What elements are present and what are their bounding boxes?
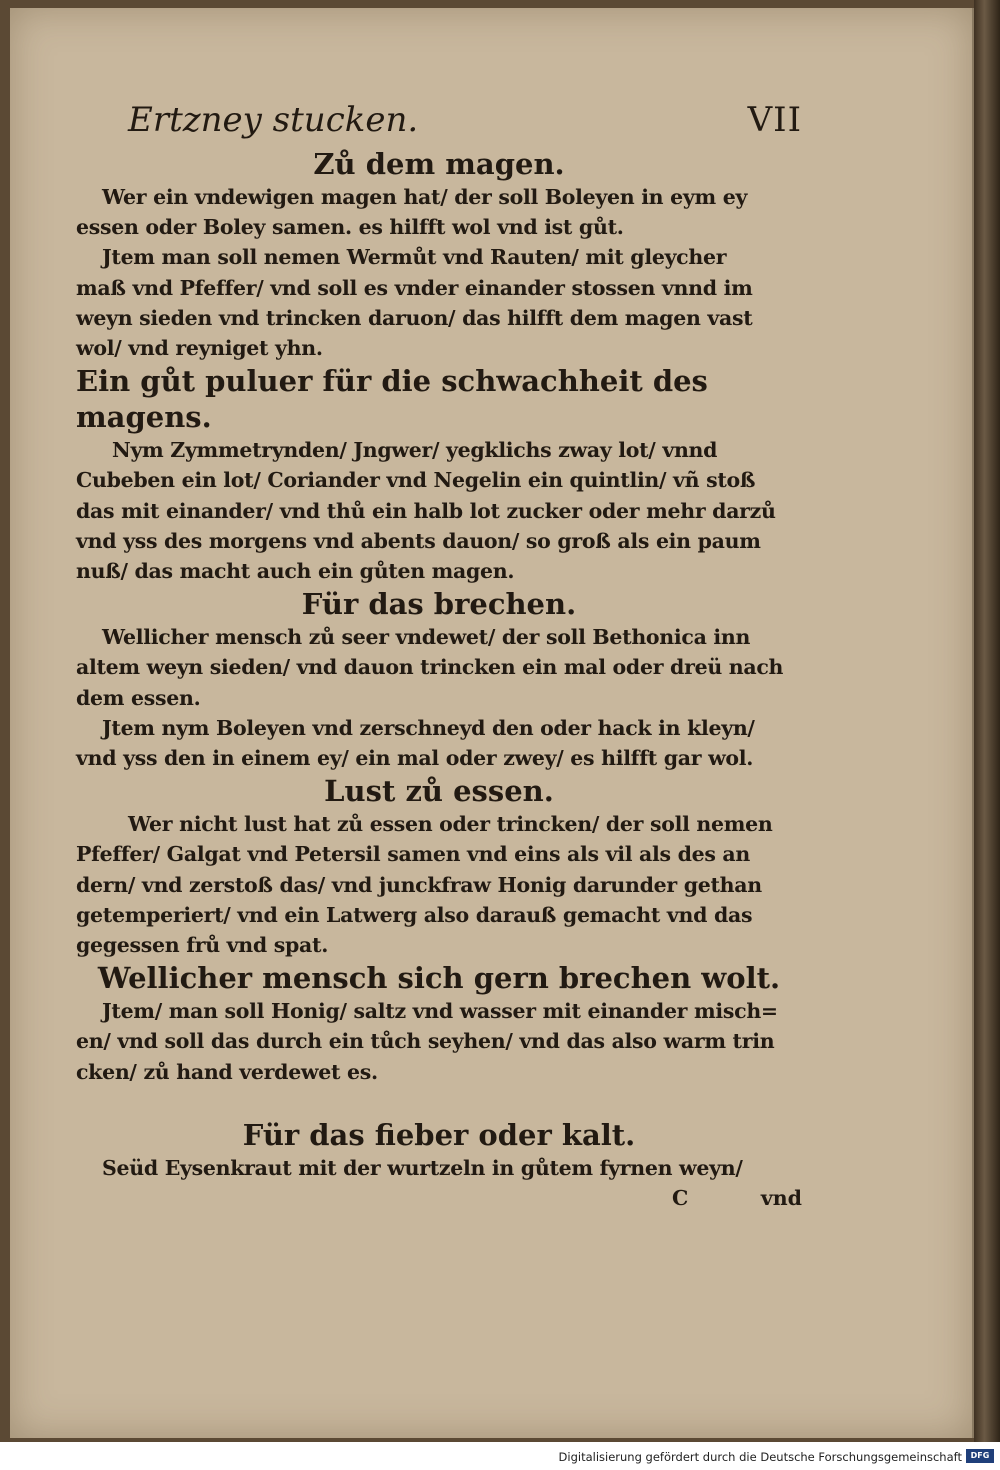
text-line: Seüd Eysenkraut mit der wurtzeln in gůtem fyrnen weyn/ xyxy=(102,1155,743,1180)
text-line: maß vnd Pfeffer/ vnd soll es vnder einander stossen vnnd im xyxy=(76,275,753,300)
text-line: Cubeben ein lot/ Coriander vnd Negelin ein quintlin/ vñ stoß xyxy=(76,468,756,493)
text-line: en/ vnd soll das durch ein tůch seyhen/ vnd das also warm trin xyxy=(76,1029,775,1054)
text-line: wol/ vnd reyniget yhn. xyxy=(76,336,323,361)
text-line: essen oder Boley samen. es hilfft wol vnd ist gůt. xyxy=(76,215,624,240)
text-line: dern/ vnd zerstoß das/ vnd junckfraw Honig darunder gethan xyxy=(76,872,762,897)
running-head-title: Ertzney stucken. xyxy=(128,100,419,140)
dfg-logo-icon: DFG xyxy=(966,1449,994,1463)
text-line: Jtem nym Boleyen vnd zerschneyd den oder hack in kleyn/ xyxy=(102,715,755,740)
text-line: das mit einander/ vnd thů ein halb lot zucker oder mehr darzů xyxy=(76,498,776,523)
section-heading: Lust zů essen. xyxy=(324,774,554,809)
text-line: nuß/ das macht auch ein gůten magen. xyxy=(76,559,515,584)
text-line: Wer ein vndewigen magen hat/ der soll Boleyen in eym ey xyxy=(102,185,748,209)
text-line: Jtem/ man soll Honig/ saltz vnd wasser mit einander misch= xyxy=(102,999,778,1024)
text-line: cken/ zů hand verdewet es. xyxy=(76,1059,378,1084)
text-line: Nym Zymmetrynden/ Jngwer/ yegklichs zway lot/ vnnd xyxy=(112,438,718,463)
section-heading: Zů dem magen. xyxy=(313,147,565,181)
text-line: vnd yss den in einem ey/ ein mal oder zwey/ es hilfft gar wol. xyxy=(76,746,754,771)
text-line: dem essen. xyxy=(76,685,201,710)
text-line: Wer nicht lust hat zů essen oder trincken/ der soll nemen xyxy=(128,812,773,837)
folio-number: VII xyxy=(747,100,802,140)
text-line: Wellicher mensch zů seer vndewet/ der soll Bethonica inn xyxy=(102,625,751,650)
text-line: gegessen frů vnd spat. xyxy=(76,933,329,958)
spacer xyxy=(76,1087,802,1117)
book-page xyxy=(10,8,976,1438)
section-heading: Ein gůt puluer für die schwachheit des magens. xyxy=(76,364,708,435)
text-block xyxy=(76,100,802,1213)
text-line: weyn sieden vnd trincken daruon/ das hilfft dem magen vast xyxy=(76,305,753,330)
funding-credit: Digitalisierung gefördert durch die Deutsche Forschungsgemeinschaft xyxy=(558,1450,962,1464)
catchword: vnd xyxy=(760,1186,802,1211)
footer-bar xyxy=(0,1444,1000,1470)
text-line: Pfeffer/ Galgat vnd Petersil samen vnd eins als vil als des an xyxy=(76,842,751,867)
running-head xyxy=(76,100,802,150)
section-heading: Wellicher mensch sich gern brechen wolt. xyxy=(97,961,781,996)
book-edge xyxy=(974,0,1000,1442)
section-heading: Für das brechen. xyxy=(301,587,577,622)
text-line: getemperiert/ vnd ein Latwerg also darauß gemacht vnd das xyxy=(76,902,753,927)
section-heading: Für das fieber oder kalt. xyxy=(242,1117,636,1152)
signature-mark: C xyxy=(672,1186,689,1211)
text-line: altem weyn sieden/ vnd dauon trincken ein mal oder dreü nach xyxy=(76,655,784,680)
text-line: vnd yss des morgens vnd abents dauon/ so groß als ein paum xyxy=(76,528,761,553)
text-line: Jtem man soll nemen Wermůt vnd Rauten/ mit gleycher xyxy=(102,245,727,270)
catchline xyxy=(76,1183,802,1213)
